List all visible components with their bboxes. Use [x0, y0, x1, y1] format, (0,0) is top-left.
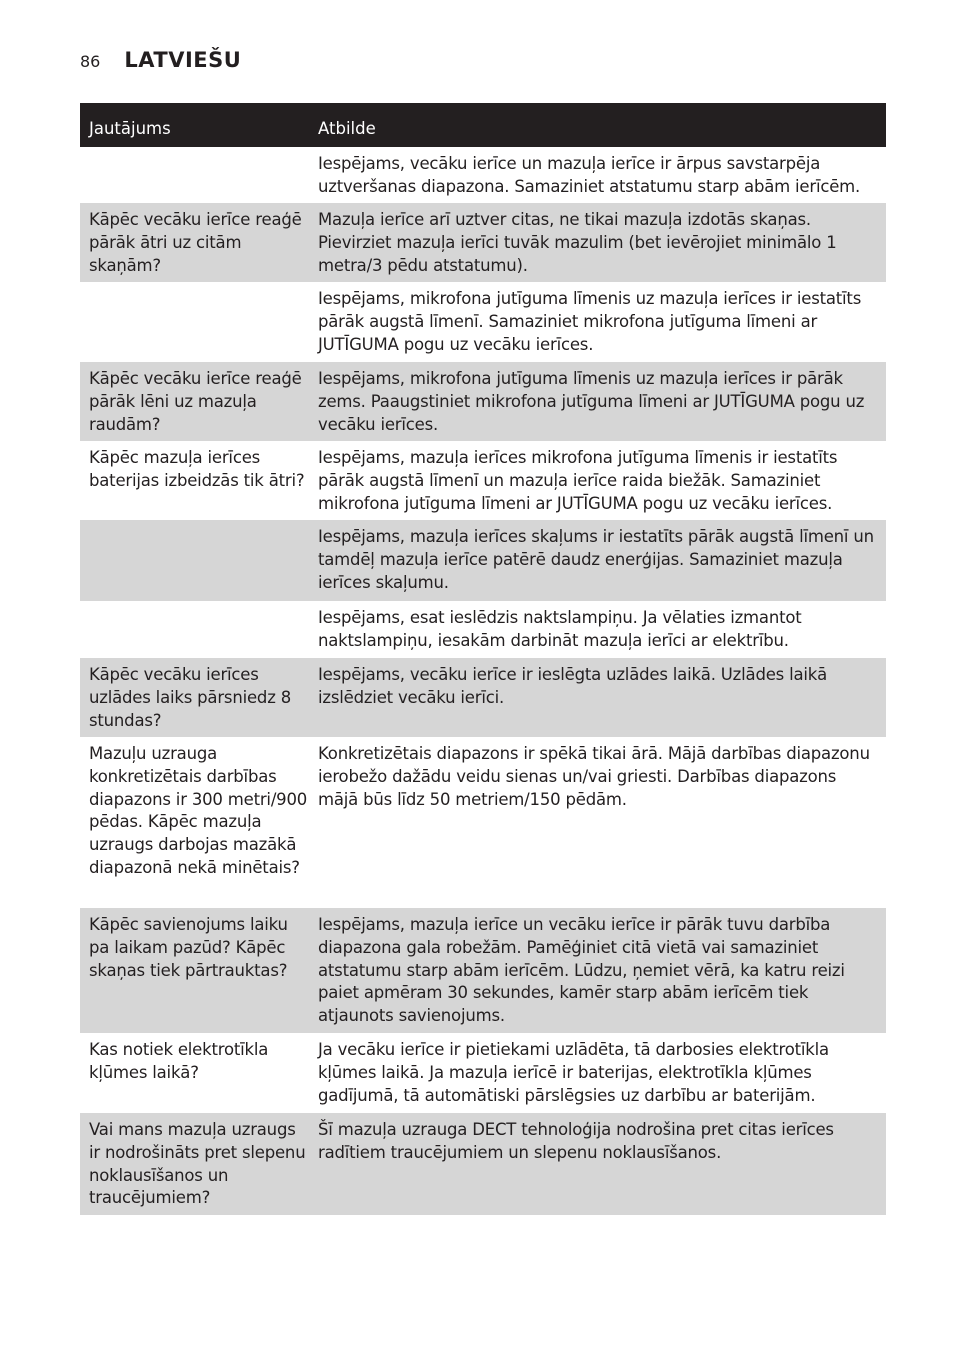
table-header: [80, 103, 886, 147]
question-cell: [80, 153, 318, 196]
page-header: [80, 48, 241, 72]
question-cell: Mazuļu uzrauga konkretizētais darbības diapazons ir 300 metri/900 pēdas. Kāpēc mazuļa uzraugs darbojas mazākā diapazonā nekā minētais?: [89, 744, 308, 877]
answer-cell: Šī mazuļa uzrauga DECT tehnoloģija nodrošina pret citas ierīces radītiem traucējumiem un slepenu noklausīšanos.: [318, 1120, 834, 1162]
section-title: LATVIEŠU: [124, 48, 242, 72]
table-row: [80, 282, 886, 362]
question-cell: Kāpēc vecāku ierīce reaģē pārāk lēni uz mazuļa raudām?: [89, 369, 302, 434]
answer-cell: Iespējams, mikrofona jutīguma līmenis uz mazuļa ierīces ir iestatīts pārāk augstā līmenī. Samaziniet mikrofona jutīguma līmeni ar JUTĪGUMA pogu uz vecāku ierīces.: [318, 289, 862, 354]
table-row: [80, 908, 886, 1033]
table-row: [80, 203, 886, 282]
table-row: [80, 601, 886, 658]
question-cell: Kāpēc savienojums laiku pa laikam pazūd? Kāpēc skaņas tiek pārtrauktas?: [89, 915, 288, 980]
table-row: [80, 1113, 886, 1215]
answer-cell: Iespējams, vecāku ierīce un mazuļa ierīce ir ārpus savstarpēja uztveršanas diapazona. Samaziniet atstatumu starp abām ierīcēm.: [318, 154, 861, 196]
table-row: [80, 147, 886, 203]
question-cell: Vai mans mazuļa uzraugs ir nodrošināts pret slepenu noklausīšanos un traucējumiem?: [89, 1120, 306, 1208]
question-cell: [80, 288, 318, 355]
question-cell: [80, 526, 318, 594]
table-row: [80, 737, 886, 908]
question-cell: [80, 607, 318, 651]
column-header-answer: Atbilde: [318, 119, 376, 138]
question-cell: Kāpēc mazuļa ierīces baterijas izbeidzās tik ātri?: [89, 448, 305, 490]
table-row: [80, 658, 886, 737]
answer-cell: Konkretizētais diapazons ir spēkā tikai ārā. Mājā darbības diapazonu ierobežo dažādu veidu sienas un/vai griesti. Darbības diapazons mājā būs līdz 50 metriem/150 pēdām.: [318, 744, 870, 809]
faq-table: [80, 103, 886, 1215]
table-row: [80, 520, 886, 601]
answer-cell: Iespējams, mazuļa ierīces skaļums ir iestatīts pārāk augstā līmenī un tamdēļ mazuļa ierīce patērē daudz enerģijas. Samaziniet mazuļa ierīces skaļumu.: [318, 527, 874, 592]
answer-cell: Iespējams, mazuļa ierīces mikrofona jutīguma līmenis ir iestatīts pārāk augstā līmenī un mazuļa ierīce raida biežāk. Samaziniet mikrofona jutīguma līmeni ar JUTĪGUMA pogu uz vecāku ierīces.: [318, 448, 838, 513]
answer-cell: Iespējams, mikrofona jutīguma līmenis uz mazuļa ierīces ir pārāk zems. Paaugstiniet mikrofona jutīguma līmeni ar JUTĪGUMA pogu uz vecāku ierīces.: [318, 369, 865, 434]
question-cell: Kas notiek elektrotīkla kļūmes laikā?: [89, 1040, 269, 1082]
answer-cell: Iespējams, vecāku ierīce ir ieslēgta uzlādes laikā. Uzlādes laikā izslēdziet vecāku ierīci.: [318, 665, 828, 707]
answer-cell: Mazuļa ierīce arī uztver citas, ne tikai mazuļa izdotās skaņas. Pievirziet mazuļa ierīci tuvāk mazulim (bet ievērojiet minimālo 1 metra/3 pēdu atstatumu).: [318, 210, 837, 275]
page-number: 86: [80, 52, 101, 71]
answer-cell: Ja vecāku ierīce ir pietiekami uzlādēta, tā darbosies elektrotīkla kļūmes laikā. Ja mazuļa ierīcē ir baterijas, elektrotīkla kļūmes gadījumā, tā automātiski pārslēgsies uz darbību ar baterijām.: [318, 1040, 829, 1105]
answer-cell: Iespējams, esat ieslēdzis naktslampiņu. Ja vēlaties izmantot naktslampiņu, iesakām darbināt mazuļa ierīci ar elektrību.: [318, 608, 802, 650]
question-cell: Kāpēc vecāku ierīce reaģē pārāk ātri uz citām skaņām?: [89, 210, 302, 275]
answer-cell: Iespējams, mazuļa ierīce un vecāku ierīce ir pārāk tuvu darbība diapazona gala robežām. Pamēģiniet citā vietā vai samaziniet atstatumu starp abām ierīcēm. Lūdzu, ņemiet vērā, ka katru reizi paiet apmēram 30 sekundes, kamēr starp abām ierīcēm tiek atjaunots savienojums.: [318, 915, 845, 1026]
table-row: [80, 1033, 886, 1113]
table-row: [80, 362, 886, 441]
table-row: [80, 441, 886, 520]
column-header-question: Jautājums: [89, 119, 171, 138]
question-cell: Kāpēc vecāku ierīces uzlādes laiks pārsniedz 8 stundas?: [89, 665, 291, 730]
